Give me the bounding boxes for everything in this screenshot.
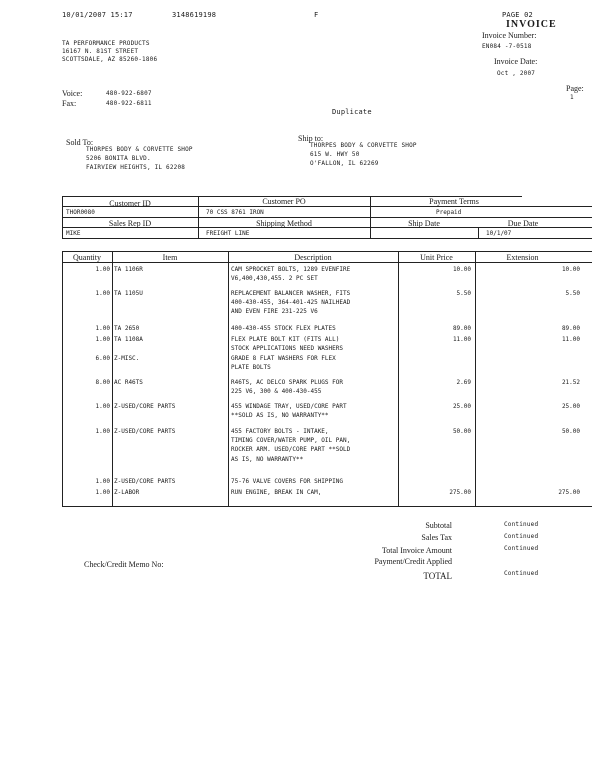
qty-cell: 8.00 [95,379,110,386]
invoice-date: Oct , 2007 [497,70,536,77]
unit-price-cell: 11.00 [452,336,471,343]
item-cell: Z-MISC. [114,355,140,362]
item-cell: TA 1105U [114,290,143,297]
item-cell: Z-USED/CORE PARTS [114,403,176,410]
voice-number: 480-922-6807 [106,90,152,97]
qty-cell: 6.00 [95,355,110,362]
col-description: Description [294,253,332,262]
customer-id: THOR0080 [66,209,95,216]
invoice-number: EN084 -7-0518 [482,43,532,50]
col-quantity: Quantity [73,253,101,262]
ship-to-line: O'FALLON, IL 62269 [310,160,379,167]
extension-cell: 5.50 [565,290,580,297]
sales-tax-label: Sales Tax [421,533,452,542]
qty-cell: 1.00 [95,478,110,485]
payment-credit-label: Payment/Credit Applied [374,557,452,566]
sales-rep-header: Sales Rep ID [108,219,152,228]
qty-cell: 1.00 [95,489,110,496]
item-cell: Z-LABOR [114,489,140,496]
total-value: Continued [504,570,539,577]
page-number: 1 [570,94,574,101]
qty-cell: 1.00 [95,266,110,273]
ship-date-header: Ship Date [408,219,440,228]
payment-terms: Prepaid [436,209,462,216]
extension-cell: 21.52 [561,379,580,386]
unit-price-cell: 2.69 [456,379,471,386]
unit-price-cell: 275.00 [449,489,471,496]
total-label: TOTAL [423,571,452,581]
item-cell: Z-USED/CORE PARTS [114,478,176,485]
extension-cell: 10.00 [561,266,580,273]
total-invoice-value: Continued [504,545,539,552]
extension-cell: 11.00 [561,336,580,343]
fax-number: 480-922-6811 [106,100,152,107]
payment-terms-header: Payment Terms [429,197,479,206]
unit-price-cell: 25.00 [452,403,471,410]
invoice-title: INVOICE [506,19,557,30]
subtotal-label: Subtotal [425,521,452,530]
description-line: ROCKER ARM. USED/CORE PART **SOLD [231,446,351,454]
description-line: 455 FACTORY BOLTS - INTAKE, [231,428,329,435]
extension-cell: 50.00 [561,428,580,435]
total-invoice-label: Total Invoice Amount [381,546,452,555]
item-cell: TA 2650 [114,325,140,332]
qty-cell: 1.00 [95,336,110,343]
unit-price-cell: 5.50 [456,290,471,297]
description-line: STOCK APPLICATIONS NEED WASHERS [231,345,343,353]
sold-to-line: THORPES BODY & CORVETTE SHOP [86,146,193,153]
extension-cell: 89.00 [561,325,580,332]
description-line: V6,400,430,455. 2 PC SET [231,275,318,283]
description-line: RUN ENGINE, BREAK IN CAM, [231,489,322,496]
fax-datetime: 10/01/2007 15:17 [62,11,133,19]
check-memo-label: Check/Credit Memo No: [84,560,164,569]
unit-price-cell: 50.00 [452,428,471,435]
invoice-date-label: Invoice Date: [494,57,538,66]
description-line: GRADE 8 FLAT WASHERS FOR FLEX [231,355,336,362]
extension-cell: 275.00 [558,489,580,496]
fax-label: Fax: [62,99,77,108]
description-line: 75-76 VALVE COVERS FOR SHIPPING [231,478,343,485]
unit-price-cell: 10.00 [452,266,471,273]
description-line: FLEX PLATE BOLT KIT (FITS ALL) [231,336,340,343]
fax-page: PAGE 02 [502,11,533,19]
subtotal-value: Continued [504,521,539,528]
sales-tax-value: Continued [504,533,539,540]
description-line: R46TS, AC DELCO SPARK PLUGS FOR [231,379,343,386]
qty-cell: 1.00 [95,428,110,435]
description-line: REPLACEMENT BALANCER WASHER, FITS [231,290,351,297]
shipping-method-header: Shipping Method [256,219,312,228]
qty-cell: 1.00 [95,325,110,332]
description-line: AND EVEN FIRE 231-225 V6 [231,308,318,316]
unit-price-cell: 89.00 [452,325,471,332]
item-cell: Z-USED/CORE PARTS [114,428,176,435]
customer-id-header: Customer ID [109,199,151,208]
shipping-method: FREIGHT LINE [206,230,250,237]
fax-mark: F [314,11,319,19]
voice-label: Voice: [62,89,83,98]
item-cell: AC R46TS [114,379,143,386]
description-line: TIMING COVER/WATER PUMP, OIL PAN, [231,437,351,445]
page-label: Page: [566,84,584,93]
item-cell: TA 1108A [114,336,143,343]
qty-cell: 1.00 [95,290,110,297]
col-extension: Extension [506,253,539,262]
sales-rep: MIKE [66,230,81,237]
extension-cell: 25.00 [561,403,580,410]
due-date: 10/1/07 [486,230,512,237]
sold-to-line: 5206 BONITA BLVD. [86,155,151,162]
vendor-city: SCOTTSDALE, AZ 85260-1806 [62,56,158,63]
copy-label: Duplicate [332,108,372,116]
customer-po: 70 CSS 8761 IRON [206,209,264,216]
ship-to-line: 615 W. HWY 50 [310,151,360,158]
col-item: Item [162,253,178,262]
invoice-number-label: Invoice Number: [482,31,537,40]
customer-po-header: Customer PO [262,197,306,206]
due-date-header: Due Date [507,219,539,228]
description-line: **SOLD AS IS, NO WARRANTY** [231,412,329,420]
vendor-street: 16167 N. 81ST STREET [62,48,139,55]
sold-to-label: Sold To: [66,138,94,147]
sold-to-line: FAIRVIEW HEIGHTS, IL 62208 [86,164,186,171]
ship-to-label: Ship to: [298,134,324,143]
col-unit-price: Unit Price [420,253,453,262]
description-line: AS IS, NO WARRANTY** [231,455,304,463]
description-line: 400-430-455 STOCK FLEX PLATES [231,325,336,332]
item-cell: TA 1106R [114,266,143,273]
description-line: 400-430-455, 364-401-425 NAILHEAD [231,299,351,307]
description-line: CAM SPROCKET BOLTS, 1289 EVENFIRE [231,266,351,273]
fax-phone: 3148619198 [172,11,217,19]
vendor-name: TA PERFORMANCE PRODUCTS [62,40,150,47]
description-line: PLATE BOLTS [231,364,271,372]
qty-cell: 1.00 [95,403,110,410]
ship-to-line: THORPES BODY & CORVETTE SHOP [310,142,417,149]
description-line: 455 WINDAGE TRAY, USED/CORE PART [231,403,347,410]
description-line: 225 V6, 300 & 400-430-455 [231,388,322,396]
